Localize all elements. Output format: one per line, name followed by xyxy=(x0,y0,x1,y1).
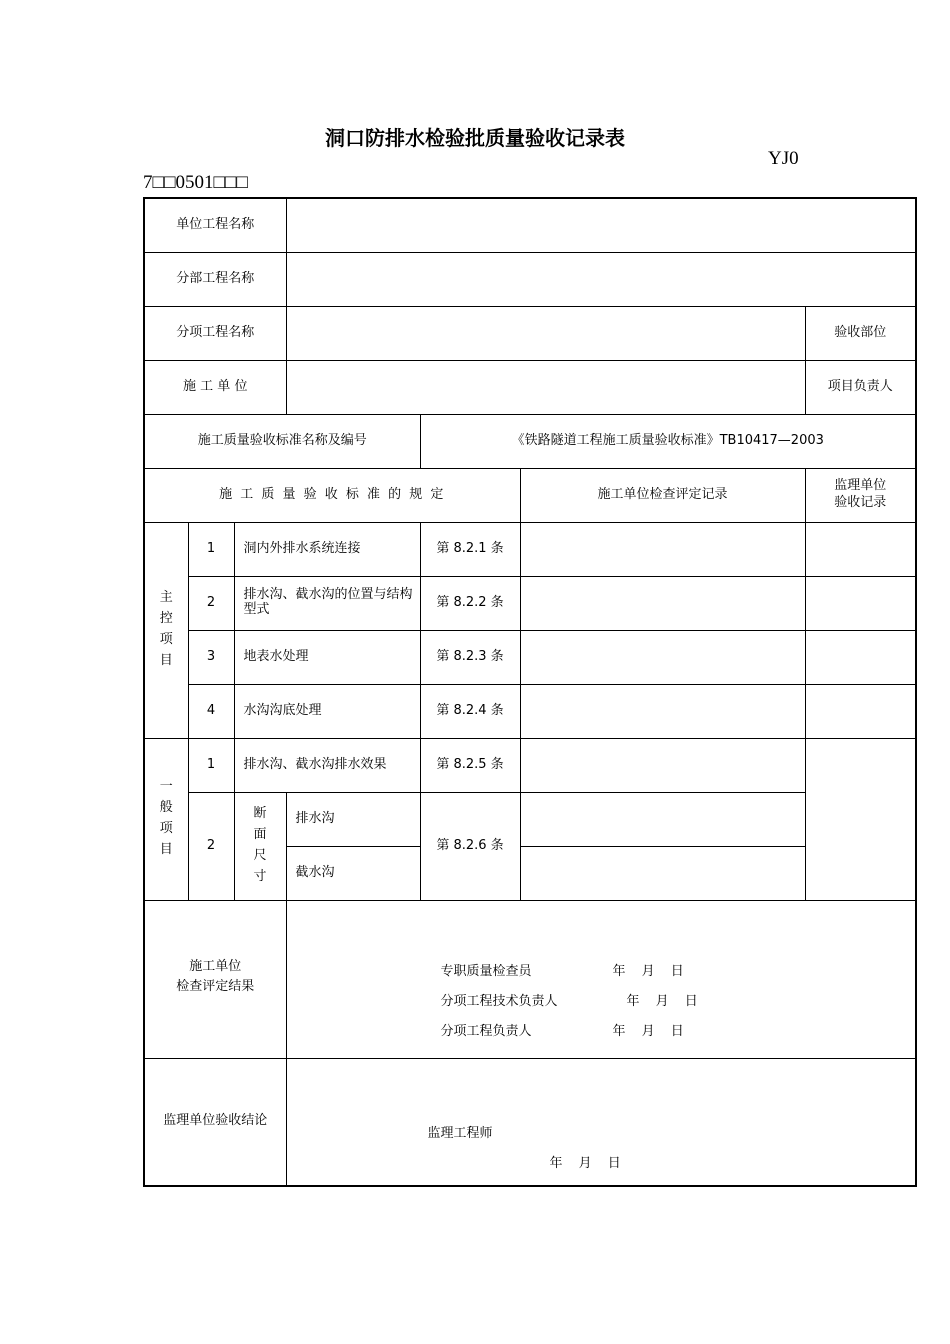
main-control-char: 目 xyxy=(159,652,173,668)
item-number: 1 xyxy=(188,738,234,792)
supervising-engineer: 监理工程师 xyxy=(427,1125,493,1141)
item-clause: 第 8.2.1 条 xyxy=(420,522,520,576)
signer-row xyxy=(441,1017,912,1047)
supervisor-date: 年 月 日 xyxy=(549,1155,627,1171)
item-clause: 第 8.2.2 条 xyxy=(420,576,520,630)
general-items-char: 一 xyxy=(159,779,173,795)
item-name: 排水沟、截水沟的位置与结构型式 xyxy=(234,576,420,630)
signer-role: 专职质量检查员 xyxy=(440,963,532,979)
acceptance-location-text: 验收部位 xyxy=(834,324,887,340)
contractor-result-cell[interactable] xyxy=(286,900,916,1058)
item-number: 2 xyxy=(188,792,234,900)
section-size-label xyxy=(234,792,286,900)
signer-date: 年 月 日 xyxy=(626,993,704,1009)
contractor-record-cell[interactable] xyxy=(520,738,805,792)
section-size-char: 尺 xyxy=(253,848,267,863)
intercepting-ditch-label: 截水沟 xyxy=(286,846,420,900)
standard-name-label: 施工质量验收标准名称及编号 xyxy=(144,414,420,468)
item-clause: 第 8.2.5 条 xyxy=(420,738,520,792)
sub-division-name-field[interactable] xyxy=(286,252,916,306)
item-number: 3 xyxy=(188,630,234,684)
item-name: 地表水处理 xyxy=(234,630,420,684)
acceptance-record-table xyxy=(143,197,917,1187)
section-size-char: 寸 xyxy=(253,868,267,884)
signer-row xyxy=(441,987,912,1017)
contractor-signatures xyxy=(291,957,912,1047)
standard-provisions-header: 施 工 质 量 验 收 标 准 的 规 定 xyxy=(144,468,520,522)
general-items-char: 般 xyxy=(159,800,173,816)
drainage-ditch-label: 排水沟 xyxy=(286,792,420,846)
supervisor-record-header xyxy=(805,468,916,522)
item-number: 4 xyxy=(188,684,234,738)
acceptance-location-label xyxy=(805,306,916,360)
contractor-record-cell[interactable] xyxy=(520,792,805,846)
page-title: 洞口防排水检验批质量验收记录表 xyxy=(325,126,625,150)
contractor-record-cell[interactable] xyxy=(520,522,805,576)
item-name: 洞内外排水系统连接 xyxy=(234,522,420,576)
form-code: YJ0 xyxy=(768,148,799,169)
supervisor-result-cell[interactable] xyxy=(286,1058,916,1186)
supervisor-record-cell[interactable] xyxy=(805,630,916,684)
section-size-char: 断 xyxy=(253,806,267,822)
standard-name-value: 《铁路隧道工程施工质量验收标准》TB10417—2003 xyxy=(420,414,916,468)
supervisor-record-cell[interactable] xyxy=(805,522,916,576)
supervisor-record-cell[interactable] xyxy=(805,576,916,630)
item-name: 水沟沟底处理 xyxy=(234,684,420,738)
supervisor-result-label: 监理单位验收结论 xyxy=(144,1058,286,1186)
supervisor-record-header-line1: 监理单位 xyxy=(834,478,887,494)
contractor-record-cell[interactable] xyxy=(520,576,805,630)
item-number: 1 xyxy=(188,522,234,576)
general-items-char: 项 xyxy=(159,821,173,836)
supervisor-record-header-line2: 验收记录 xyxy=(834,495,887,510)
section-size-char: 面 xyxy=(253,827,267,843)
item-clause: 第 8.2.3 条 xyxy=(420,630,520,684)
supervisor-record-cell[interactable] xyxy=(805,738,916,900)
construction-unit-field[interactable] xyxy=(286,360,805,414)
item-clause: 第 8.2.4 条 xyxy=(420,684,520,738)
contractor-record-header: 施工单位检查评定记录 xyxy=(520,468,805,522)
sub-division-name-label: 分部工程名称 xyxy=(144,252,286,306)
contractor-result-label-line1: 施工单位 xyxy=(189,958,242,974)
unit-project-name-label: 单位工程名称 xyxy=(144,198,286,252)
main-control-char: 项 xyxy=(159,632,173,647)
contractor-result-label xyxy=(144,900,286,1058)
project-leader-label: 项目负责人 xyxy=(805,360,916,414)
general-items-char: 目 xyxy=(159,841,173,857)
form-serial-number: 7□□0501□□□ xyxy=(143,172,248,193)
signer-role: 分项工程技术负责人 xyxy=(440,993,558,1009)
contractor-record-cell[interactable] xyxy=(520,684,805,738)
general-items-label xyxy=(144,738,188,900)
contractor-record-cell[interactable] xyxy=(520,846,805,900)
supervisor-record-cell[interactable] xyxy=(805,684,916,738)
main-control-char: 控 xyxy=(159,611,173,627)
item-number: 2 xyxy=(188,576,234,630)
signer-date: 年 月 日 xyxy=(612,1023,690,1039)
signer-role: 分项工程负责人 xyxy=(440,1023,532,1039)
sub-item-name-label: 分项工程名称 xyxy=(144,306,286,360)
main-control-label xyxy=(144,522,188,738)
unit-project-name-field[interactable] xyxy=(286,198,916,252)
construction-unit-label: 施 工 单 位 xyxy=(144,360,286,414)
sub-item-name-field[interactable] xyxy=(286,306,805,360)
signer-row xyxy=(441,957,912,987)
signer-date: 年 月 日 xyxy=(612,963,690,979)
contractor-result-label-line2: 检查评定结果 xyxy=(176,979,255,995)
contractor-record-cell[interactable] xyxy=(520,630,805,684)
item-clause: 第 8.2.6 条 xyxy=(420,792,520,900)
item-name: 排水沟、截水沟排水效果 xyxy=(234,738,420,792)
main-control-char: 主 xyxy=(159,590,173,606)
